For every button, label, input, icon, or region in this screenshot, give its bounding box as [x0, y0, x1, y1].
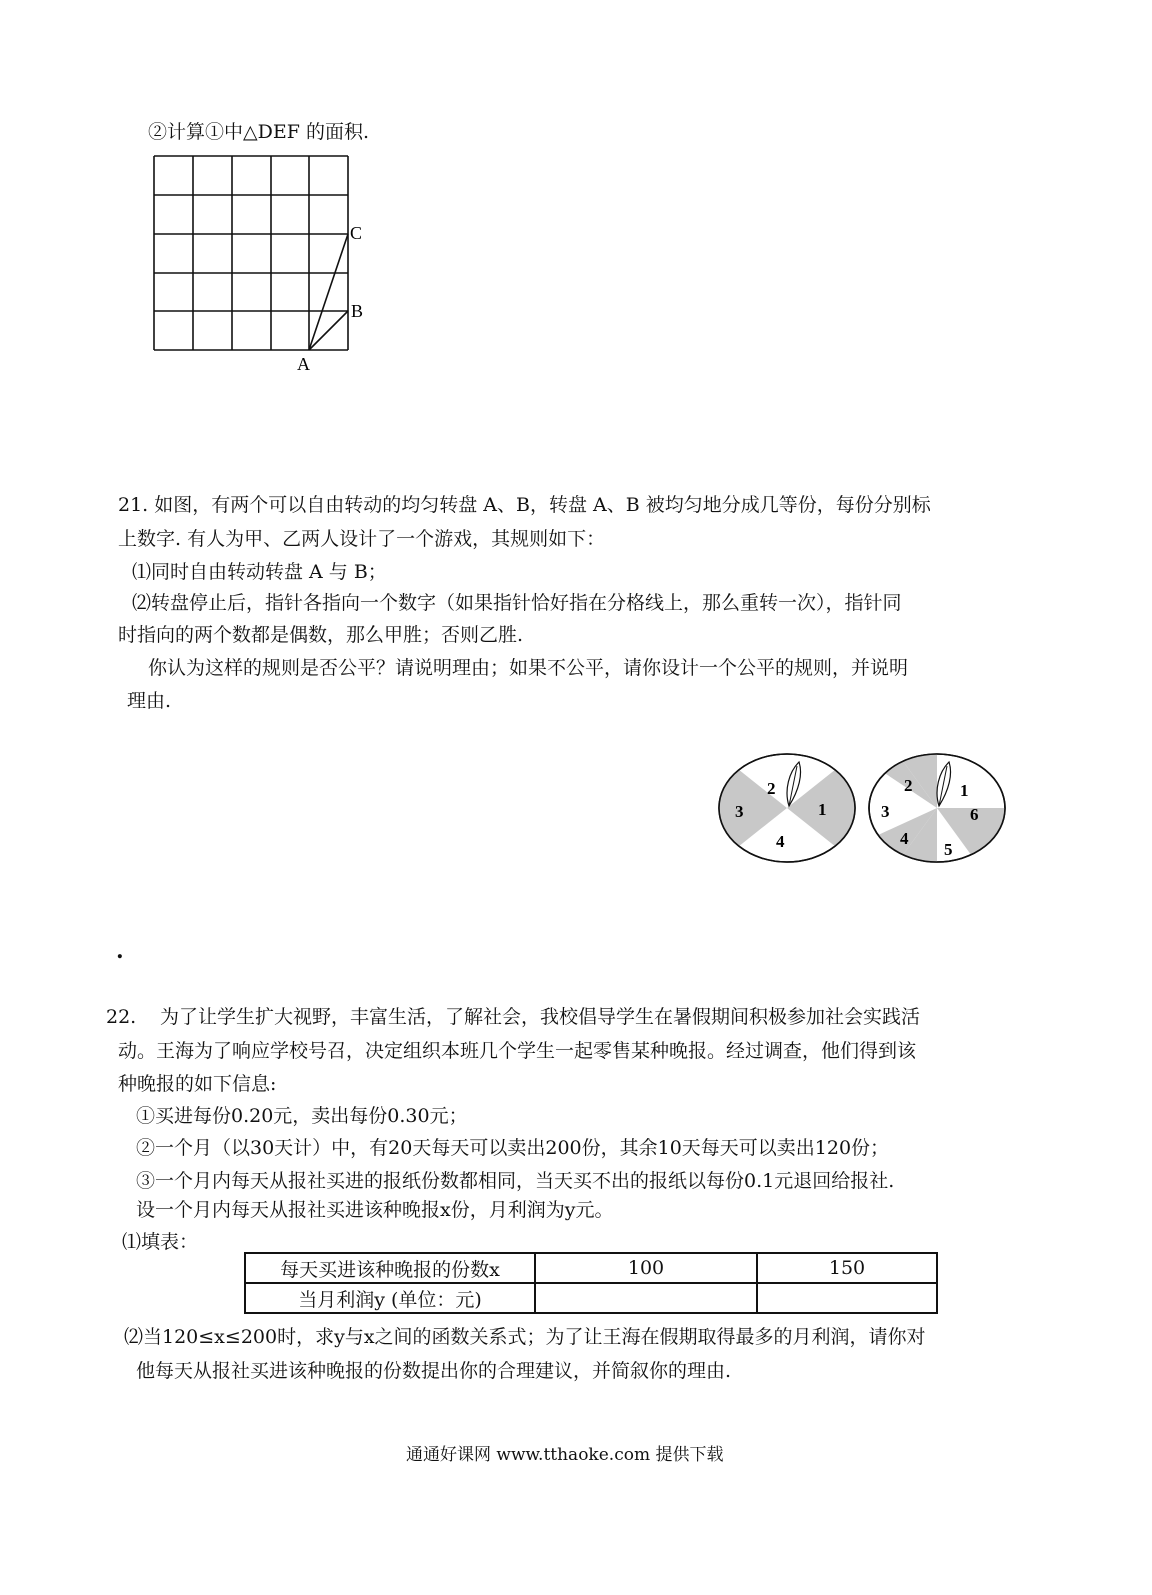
- table-cell: 150: [757, 1253, 937, 1283]
- q21-ask2: 理由.: [127, 690, 172, 712]
- q22-intro1: 为了让学生扩大视野，丰富生活，了解社会，我校倡导学生在暑假期间积极参加社会实践活: [160, 1006, 921, 1028]
- spinner-b-2: 2: [904, 776, 913, 795]
- label-c: C: [350, 223, 363, 243]
- table-cell: 当月利润y (单位：元): [245, 1283, 535, 1313]
- spinner-a-2: 2: [767, 779, 776, 798]
- spinner-b-4: 4: [900, 829, 909, 848]
- stray-dot: .: [116, 938, 124, 964]
- q21-rule2a: ⑵转盘停止后，指针各指向一个数字（如果指针恰好指在分格线上，那么重转一次），指针同: [132, 592, 902, 614]
- triangle-abc: [309, 234, 348, 350]
- q22-part1: ⑴填表：: [122, 1231, 199, 1253]
- spinner-b-5: 5: [944, 840, 953, 859]
- table-row: [245, 1253, 937, 1283]
- q22-intro2: 动。王海为了响应学校号召，决定组织本班几个学生一起零售某种晚报。经过调查，他们得到该: [118, 1040, 917, 1062]
- spinner-b: [866, 752, 1008, 864]
- grid-figure: [140, 148, 380, 378]
- label-a: A: [297, 354, 310, 374]
- q21-line2: 上数字. 有人为甲、乙两人设计了一个游戏，其规则如下：: [118, 528, 606, 550]
- table-row: [245, 1283, 937, 1313]
- q22-intro3: 种晚报的如下信息:: [118, 1073, 277, 1095]
- q22-info1: ①买进每份0.20元，卖出每份0.30元；: [136, 1105, 468, 1127]
- footer-text: 通通好课网 www.tthaoke.com 提供下载: [406, 1445, 724, 1465]
- spinner-a-3: 3: [735, 802, 744, 821]
- q21-ask1: 你认为这样的规则是否公平？请说明理由；如果不公平，请你设计一个公平的规则，并说明: [148, 657, 909, 679]
- q21-rule2b: 时指向的两个数都是偶数，那么甲胜；否则乙胜.: [118, 624, 524, 646]
- q22-setup: 设一个月内每天从报社买进该种晚报x份，月利润为y元。: [136, 1199, 614, 1221]
- q20-part2-text: ②计算①中△DEF 的面积.: [148, 121, 369, 143]
- q22-info2: ②一个月（以30天计）中，有20天每天可以卖出200份，其余10天每天可以卖出120份；: [136, 1137, 890, 1159]
- q22-info3: ③一个月内每天从报社买进的报纸份数都相同，当天买不出的报纸以每份0.1元退回给报社.: [136, 1170, 895, 1192]
- spinner-b-6: 6: [970, 805, 979, 824]
- table-cell[interactable]: [535, 1283, 757, 1313]
- fill-table: [244, 1252, 938, 1314]
- spinner-b-3: 3: [881, 802, 890, 821]
- spinner-b-1: 1: [960, 781, 969, 800]
- spinner-a-1: 1: [818, 800, 827, 819]
- q21-rule1: ⑴同时自由转动转盘 A 与 B；: [132, 561, 387, 583]
- table-cell[interactable]: [757, 1283, 937, 1313]
- q22-part2a: ⑵当120≤x≤200时，求y与x之间的函数关系式；为了让王海在假期取得最多的月利润，请你对: [124, 1326, 926, 1348]
- q22-part2b: 他每天从报社买进该种晚报的份数提出你的合理建议，并简叙你的理由.: [136, 1360, 732, 1382]
- q21-line1: 21. 如图，有两个可以自由转动的均匀转盘 A、B，转盘 A、B 被均匀地分成几等份，每份分别标: [118, 494, 931, 516]
- table-cell: 每天买进该种晚报的份数x: [245, 1253, 535, 1283]
- table-cell: 100: [535, 1253, 757, 1283]
- spinner-a-4: 4: [776, 832, 785, 851]
- label-b: B: [351, 301, 364, 321]
- q22-number: 22.: [106, 1006, 137, 1028]
- spinner-a: [716, 752, 858, 864]
